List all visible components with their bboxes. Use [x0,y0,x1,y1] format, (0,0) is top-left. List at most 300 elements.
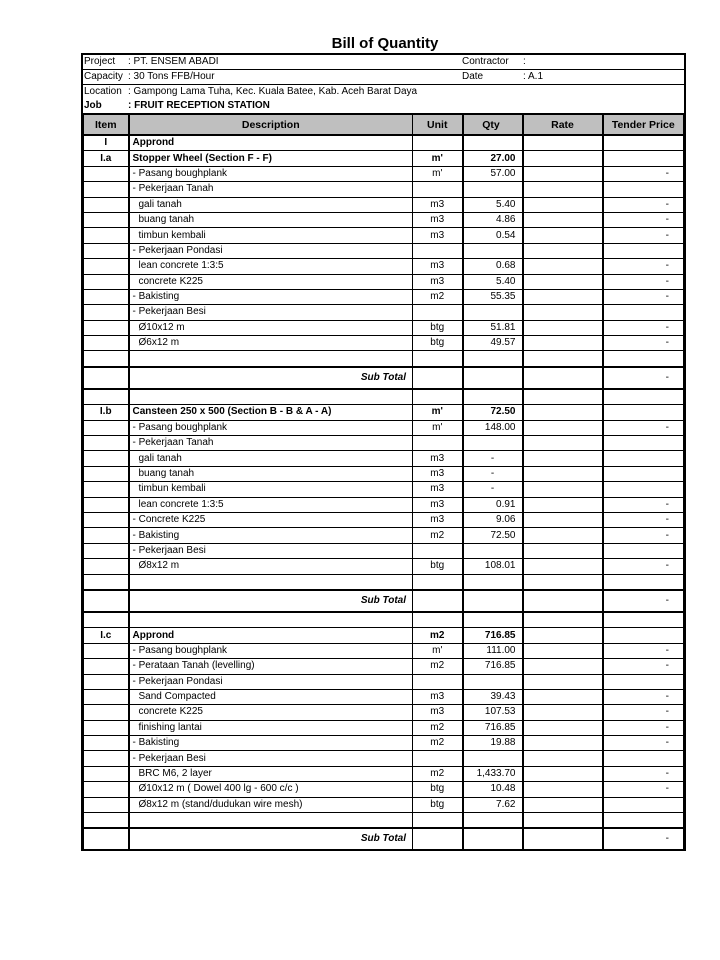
rate-cell [523,659,603,674]
tender-price-cell: - [603,766,684,781]
description-cell: timbun kembali [129,228,413,243]
description-cell: Sub Total [129,828,413,849]
item-cell: I [84,135,129,151]
unit-cell [413,305,463,320]
unit-cell [413,813,463,829]
rate-cell [523,512,603,527]
tender-price-cell [603,135,684,151]
col-qty: Qty [463,114,523,135]
qty-cell: 111.00 [463,643,523,658]
tender-price-cell: - [603,659,684,674]
tender-price-cell [603,151,684,166]
item-cell [84,243,129,258]
tender-price-cell: - [603,212,684,227]
rate-cell [523,135,603,151]
qty-cell: 107.53 [463,705,523,720]
qty-cell: 0.68 [463,259,523,274]
location-label: Location [84,86,122,97]
table-row [84,751,684,766]
unit-cell: m2 [413,289,463,304]
description-cell: lean concrete 1:3:5 [129,497,413,512]
tender-price-cell [603,797,684,812]
item-cell [84,766,129,781]
unit-cell: m2 [413,528,463,543]
item-cell [84,259,129,274]
tender-price-cell: - [603,420,684,435]
item-cell [84,659,129,674]
qty-cell [463,182,523,197]
table-row [84,797,684,812]
rate-cell [523,797,603,812]
description-cell: BRC M6, 2 layer [129,766,413,781]
table-row [84,289,684,304]
rate-cell [523,528,603,543]
description-cell [129,574,413,590]
table-row [84,559,684,574]
description-cell: Stopper Wheel (Section F - F) [129,151,413,166]
unit-cell: m3 [413,259,463,274]
qty-cell [463,574,523,590]
table-row [84,243,684,258]
rate-cell [523,497,603,512]
boq-sheet [81,53,686,851]
tender-price-cell [603,389,684,405]
table-row [84,466,684,481]
table-row [84,528,684,543]
unit-cell [413,674,463,689]
subtotal-row [84,367,684,389]
unit-cell [413,243,463,258]
qty-cell [463,436,523,451]
qty-cell [463,351,523,367]
table-row [84,612,684,628]
rate-cell [523,766,603,781]
item-cell [84,497,129,512]
description-cell: concrete K225 [129,274,413,289]
location-value: : Gampong Lama Tuha, Kec. Kuala Batee, Kab. Aceh Barat Daya [128,86,418,97]
qty-cell: 716.85 [463,720,523,735]
unit-cell: m3 [413,689,463,704]
rate-cell [523,559,603,574]
qty-cell: 49.57 [463,336,523,351]
project-label: Project [84,56,116,67]
tender-price-cell [603,305,684,320]
qty-cell [463,135,523,151]
table-row [84,482,684,497]
unit-cell: m' [413,405,463,420]
subtotal-row [84,828,684,849]
table-row [84,151,684,166]
tender-price-cell [603,813,684,829]
rate-cell [523,466,603,481]
tender-price-cell: - [603,259,684,274]
qty-cell: 5.40 [463,274,523,289]
item-cell [84,590,129,612]
capacity-value: : 30 Tons FFB/Hour [128,71,215,82]
capacity-label: Capacity [84,71,123,82]
item-cell [84,574,129,590]
tender-price-cell: - [603,590,684,612]
qty-cell: 72.50 [463,528,523,543]
item-cell: I.b [84,405,129,420]
item-cell [84,543,129,558]
table-row [84,813,684,829]
table-row [84,643,684,658]
unit-cell [413,828,463,849]
table-row [84,320,684,335]
rate-cell [523,367,603,389]
qty-cell [463,674,523,689]
tender-price-cell: - [603,367,684,389]
description-cell: buang tanah [129,212,413,227]
table-row [84,228,684,243]
unit-cell: m' [413,166,463,181]
item-cell [84,351,129,367]
qty-cell [463,590,523,612]
description-cell: Sub Total [129,367,413,389]
item-cell [84,705,129,720]
rate-cell [523,243,603,258]
tender-price-cell [603,751,684,766]
rate-cell [523,420,603,435]
item-cell [84,689,129,704]
tender-price-cell: - [603,559,684,574]
unit-cell: m' [413,151,463,166]
tender-price-cell [603,243,684,258]
description-cell: concrete K225 [129,705,413,720]
rate-cell [523,259,603,274]
col-description: Description [129,114,413,135]
unit-cell [413,612,463,628]
description-cell: - Pasang boughplank [129,643,413,658]
contractor-label: Contractor [462,56,509,67]
table-row [84,543,684,558]
qty-cell: 716.85 [463,659,523,674]
rate-cell [523,197,603,212]
rate-cell [523,182,603,197]
item-cell [84,305,129,320]
tender-price-cell: - [603,828,684,849]
rate-cell [523,212,603,227]
date-label: Date [462,71,484,82]
unit-cell [413,135,463,151]
unit-cell [413,389,463,405]
unit-cell: m3 [413,451,463,466]
table-row [84,705,684,720]
qty-cell: 19.88 [463,736,523,751]
qty-cell [463,305,523,320]
tender-price-cell: - [603,782,684,797]
unit-cell: m2 [413,736,463,751]
tender-price-cell: - [603,197,684,212]
col-tender-price: Tender Price [603,114,684,135]
tender-price-cell [603,628,684,643]
table-row [84,197,684,212]
rate-cell [523,689,603,704]
description-cell: Ø10x12 m ( Dowel 400 lg - 600 c/c ) [129,782,413,797]
item-cell [84,289,129,304]
qty-cell [463,751,523,766]
qty-cell: 57.00 [463,166,523,181]
description-cell: - Pekerjaan Pondasi [129,243,413,258]
item-cell [84,797,129,812]
description-cell: - Pekerjaan Besi [129,305,413,320]
tender-price-cell: - [603,643,684,658]
qty-cell: - [463,451,523,466]
job-value: : FRUIT RECEPTION STATION [128,100,270,111]
rate-cell [523,590,603,612]
contractor-value: : [523,56,526,67]
description-cell: Ø8x12 m (stand/dudukan wire mesh) [129,797,413,812]
rate-cell [523,612,603,628]
description-cell: - Bakisting [129,289,413,304]
rate-cell [523,389,603,405]
project-value: : PT. ENSEM ABADI [128,56,219,67]
unit-cell: m2 [413,720,463,735]
item-cell [84,367,129,389]
item-cell [84,182,129,197]
description-cell: finishing lantai [129,720,413,735]
table-row [84,420,684,435]
tender-price-cell [603,451,684,466]
qty-cell: 55.35 [463,289,523,304]
table-row [84,351,684,367]
description-cell: - Pekerjaan Besi [129,543,413,558]
qty-cell: 4.86 [463,212,523,227]
description-cell [129,813,413,829]
tender-price-cell [603,543,684,558]
description-cell: - Pekerjaan Tanah [129,182,413,197]
item-cell [84,751,129,766]
qty-cell: 10.48 [463,782,523,797]
tender-price-cell [603,574,684,590]
rate-cell [523,813,603,829]
qty-cell: 148.00 [463,420,523,435]
item-cell [84,813,129,829]
tender-price-cell: - [603,705,684,720]
unit-cell: m3 [413,497,463,512]
tender-price-cell: - [603,336,684,351]
item-cell [84,466,129,481]
item-cell [84,197,129,212]
unit-cell: m3 [413,228,463,243]
table-row [84,766,684,781]
item-cell [84,782,129,797]
tender-price-cell: - [603,512,684,527]
qty-cell: 0.91 [463,497,523,512]
rate-cell [523,451,603,466]
col-item: Item [84,114,129,135]
tender-price-cell: - [603,497,684,512]
item-cell [84,512,129,527]
qty-cell [463,243,523,258]
rate-cell [523,720,603,735]
qty-cell [463,612,523,628]
description-cell [129,351,413,367]
description-cell: Ø6x12 m [129,336,413,351]
description-cell: gali tanah [129,197,413,212]
table-row [84,389,684,405]
unit-cell [413,574,463,590]
rate-cell [523,751,603,766]
tender-price-cell [603,436,684,451]
item-cell [84,320,129,335]
item-cell [84,828,129,849]
description-cell: timbun kembali [129,482,413,497]
table-row [84,405,684,420]
unit-cell: m3 [413,705,463,720]
description-cell: Cansteen 250 x 500 (Section B - B & A - A) [129,405,413,420]
item-cell [84,482,129,497]
unit-cell: m3 [413,466,463,481]
rate-cell [523,543,603,558]
description-cell: Sub Total [129,590,413,612]
description-cell: Apprond [129,135,413,151]
qty-cell: 72.50 [463,405,523,420]
tender-price-cell: - [603,528,684,543]
tender-price-cell [603,612,684,628]
description-cell: - Pekerjaan Besi [129,751,413,766]
description-cell: - Pasang boughplank [129,420,413,435]
subtotal-row [84,590,684,612]
item-cell [84,643,129,658]
table-row [84,212,684,227]
item-cell [84,420,129,435]
description-cell: Ø10x12 m [129,320,413,335]
table-row [84,182,684,197]
unit-cell: m2 [413,659,463,674]
item-cell [84,166,129,181]
table-row [84,674,684,689]
tender-price-cell [603,674,684,689]
unit-cell: m3 [413,482,463,497]
table-row [84,689,684,704]
qty-cell: 9.06 [463,512,523,527]
rate-cell [523,436,603,451]
description-cell: - Pekerjaan Pondasi [129,674,413,689]
rate-cell [523,151,603,166]
qty-cell: 51.81 [463,320,523,335]
description-cell: - Concrete K225 [129,512,413,527]
table-row [84,736,684,751]
qty-cell: 7.62 [463,797,523,812]
tender-price-cell [603,182,684,197]
item-cell [84,674,129,689]
unit-cell [413,351,463,367]
tender-price-cell [603,482,684,497]
table-row [84,135,684,151]
rate-cell [523,274,603,289]
description-cell: gali tanah [129,451,413,466]
qty-cell: - [463,482,523,497]
unit-cell: btg [413,559,463,574]
description-cell [129,612,413,628]
item-cell: I.c [84,628,129,643]
rate-cell [523,674,603,689]
rate-cell [523,705,603,720]
rate-cell [523,482,603,497]
table-header [84,114,684,135]
item-cell [84,612,129,628]
description-cell: Apprond [129,628,413,643]
qty-cell: - [463,466,523,481]
item-cell [84,736,129,751]
col-unit: Unit [413,114,463,135]
qty-cell [463,543,523,558]
item-cell [84,389,129,405]
table-row [84,659,684,674]
table-row [84,166,684,181]
table-row [84,512,684,527]
item-cell [84,528,129,543]
rate-cell [523,351,603,367]
unit-cell [413,543,463,558]
unit-cell [413,182,463,197]
unit-cell [413,590,463,612]
boq-table [83,113,684,849]
description-cell: buang tanah [129,466,413,481]
qty-cell: 108.01 [463,559,523,574]
rate-cell [523,320,603,335]
page-title: Bill of Quantity [331,35,439,52]
rate-cell [523,228,603,243]
item-cell [84,436,129,451]
tender-price-cell [603,351,684,367]
description-cell: lean concrete 1:3:5 [129,259,413,274]
rate-cell [523,336,603,351]
tender-price-cell: - [603,320,684,335]
tender-price-cell: - [603,736,684,751]
description-cell: - Pekerjaan Tanah [129,436,413,451]
unit-cell: m' [413,643,463,658]
rate-cell [523,289,603,304]
qty-cell: 27.00 [463,151,523,166]
unit-cell: m2 [413,628,463,643]
date-value: : A.1 [523,71,544,82]
col-rate: Rate [523,114,603,135]
qty-cell [463,828,523,849]
item-cell [84,212,129,227]
unit-cell [413,367,463,389]
table-row [84,436,684,451]
rate-cell [523,828,603,849]
tender-price-cell [603,405,684,420]
unit-cell [413,436,463,451]
qty-cell: 39.43 [463,689,523,704]
unit-cell: m3 [413,212,463,227]
info-row-location [83,85,684,99]
tender-price-cell: - [603,228,684,243]
table-row [84,305,684,320]
qty-cell: 1,433.70 [463,766,523,781]
rate-cell [523,736,603,751]
rate-cell [523,782,603,797]
unit-cell: btg [413,320,463,335]
item-cell: I.a [84,151,129,166]
rate-cell [523,574,603,590]
qty-cell [463,367,523,389]
table-row [84,336,684,351]
tender-price-cell [603,466,684,481]
unit-cell: m' [413,420,463,435]
description-cell: - Bakisting [129,528,413,543]
qty-cell: 0.54 [463,228,523,243]
unit-cell: btg [413,782,463,797]
tender-price-cell: - [603,274,684,289]
description-cell: - Perataan Tanah (levelling) [129,659,413,674]
info-row-job [83,99,684,113]
table-row [84,497,684,512]
